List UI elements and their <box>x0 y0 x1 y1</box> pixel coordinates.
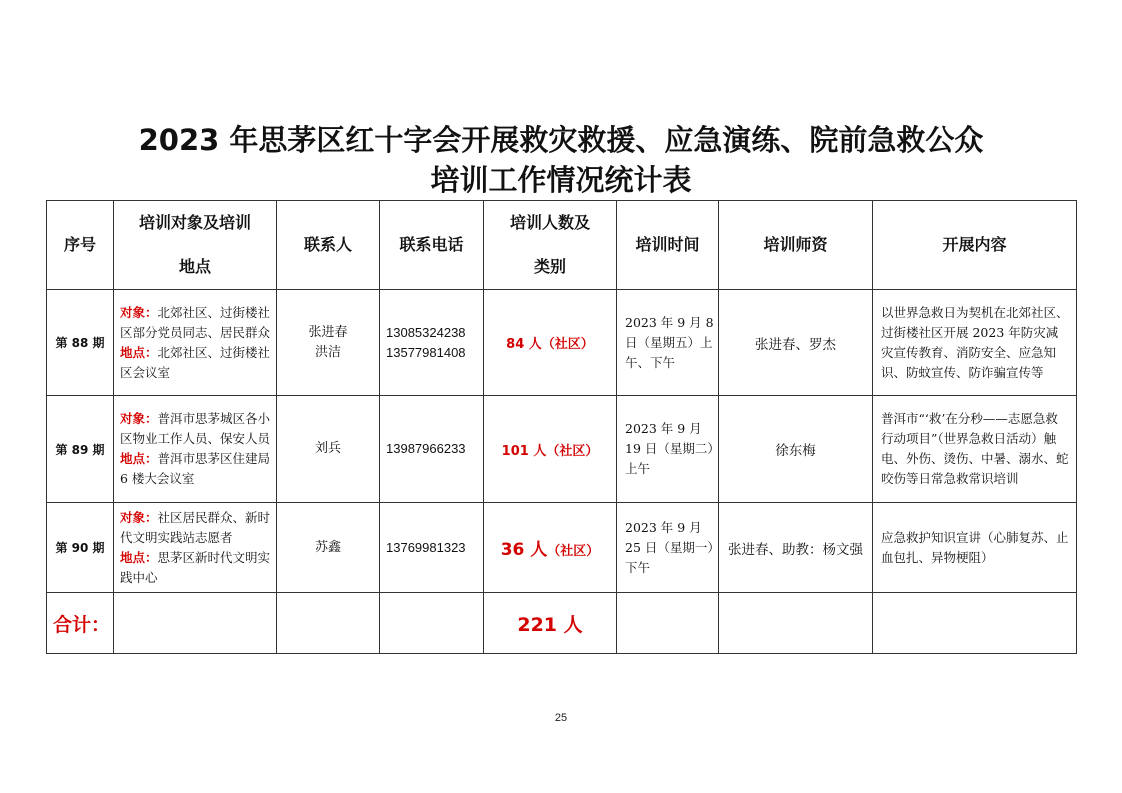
phone-cell <box>380 396 484 503</box>
object-label: 对象： <box>120 411 158 426</box>
page-title-line2: 培训工作情况统计表 <box>430 163 692 197</box>
count-number: 101 人 <box>501 443 547 459</box>
place-text: 思茅区新时代文明实践中心 <box>120 549 271 585</box>
content-cell: 普洱市“‘救’在分秒——志愿急救行动项目”（世界急救日活动）触电、外伤、烫伤、中暑、溺水、蛇咬伤等日常急救常识培训 <box>873 396 1077 503</box>
header-time: 培训时间 <box>617 201 719 290</box>
empty-cell <box>114 593 277 654</box>
phone-number: 13987966233 <box>386 441 466 456</box>
teacher-cell: 张进春、助教：杨文强 <box>719 503 873 593</box>
place-label: 地点： <box>120 451 158 466</box>
place-text: 普洱市思茅区住建局 6 楼大会议室 <box>120 451 271 486</box>
period-cell: 第 88 期 <box>47 290 114 396</box>
object-text: 社区居民群众、新时代文明实践站志愿者 <box>120 509 271 545</box>
teacher-cell: 张进春、罗杰 <box>719 290 873 396</box>
table-row <box>47 290 1077 396</box>
header-count <box>484 201 617 290</box>
page-number: 25 <box>554 712 568 724</box>
table-row <box>47 396 1077 503</box>
empty-cell <box>277 593 380 654</box>
time-cell: 2023 年 9 月 19 日（星期二）上午 <box>617 396 719 503</box>
contact-name: 洪洁 <box>314 344 341 360</box>
place-label: 地点： <box>120 549 158 565</box>
place-label: 地点： <box>120 344 158 360</box>
contact-name: 苏鑫 <box>314 539 341 555</box>
empty-cell <box>380 593 484 654</box>
content-cell: 应急救护知识宣讲（心肺复苏、止血包扎、异物梗阻） <box>873 503 1077 593</box>
contact-name: 张进春 <box>308 324 348 340</box>
phone-cell <box>380 290 484 396</box>
period-cell: 第 89 期 <box>47 396 114 503</box>
object-text: 北郊社区、过街楼社区部分党员同志、居民群众 <box>120 304 271 340</box>
page-title-line1: 2023 年思茅区红十字会开展救灾救援、应急演练、院前急救公众 <box>138 123 984 157</box>
target-cell <box>114 290 277 396</box>
object-text: 普洱市思茅城区各小区物业工作人员、保安人员 <box>120 411 271 446</box>
count-type: （社区） <box>547 544 600 559</box>
count-type: （社区） <box>541 337 594 352</box>
total-label: 合计： <box>47 593 114 654</box>
place-text: 北郊社区、过街楼社区会议室 <box>120 344 271 380</box>
period-cell: 第 90 期 <box>47 503 114 593</box>
total-value: 221 人 <box>484 593 617 654</box>
header-row <box>47 201 1077 290</box>
header-count-line1: 培训人数及 <box>509 213 590 232</box>
phone-number: 13085324238 <box>386 324 466 340</box>
header-target-line2: 地点 <box>178 257 211 276</box>
object-label: 对象： <box>120 304 158 320</box>
table-row <box>47 503 1077 593</box>
contact-cell <box>277 290 380 396</box>
phone-number: 13577981408 <box>386 344 466 360</box>
count-cell <box>484 290 617 396</box>
header-contact: 联系人 <box>277 201 380 290</box>
statistics-table <box>46 200 1077 654</box>
content-cell: 以世界急救日为契机在北郊社区、过街楼社区开展 2023 年防灾减灾宣传教育、消防安全、应急知识、防蚊宣传、防诈骗宣传等 <box>873 290 1077 396</box>
empty-cell <box>719 593 873 654</box>
empty-cell <box>873 593 1077 654</box>
header-target <box>114 201 277 290</box>
time-cell: 2023 年 9 月 25 日（星期一）下午 <box>617 503 719 593</box>
target-cell <box>114 396 277 503</box>
object-label: 对象： <box>120 509 158 525</box>
phone-number: 13769981323 <box>386 539 466 555</box>
empty-cell <box>617 593 719 654</box>
contact-name: 刘兵 <box>314 441 341 456</box>
teacher-cell: 徐东梅 <box>719 396 873 503</box>
contact-cell <box>277 503 380 593</box>
target-cell <box>114 503 277 593</box>
total-row <box>47 593 1077 654</box>
count-type: （社区） <box>546 443 599 459</box>
count-cell <box>484 396 617 503</box>
count-number: 84 人 <box>506 337 542 352</box>
header-seq: 序号 <box>47 201 114 290</box>
count-cell <box>484 503 617 593</box>
header-phone: 联系电话 <box>380 201 484 290</box>
header-target-line1: 培训对象及培训 <box>138 213 251 232</box>
contact-cell <box>277 396 380 503</box>
count-number: 36 人 <box>500 540 548 560</box>
header-content: 开展内容 <box>873 201 1077 290</box>
header-count-line2: 类别 <box>533 257 566 276</box>
time-cell: 2023 年 9 月 8 日（星期五）上午、下午 <box>617 290 719 396</box>
phone-cell <box>380 503 484 593</box>
header-teacher: 培训师资 <box>719 201 873 290</box>
